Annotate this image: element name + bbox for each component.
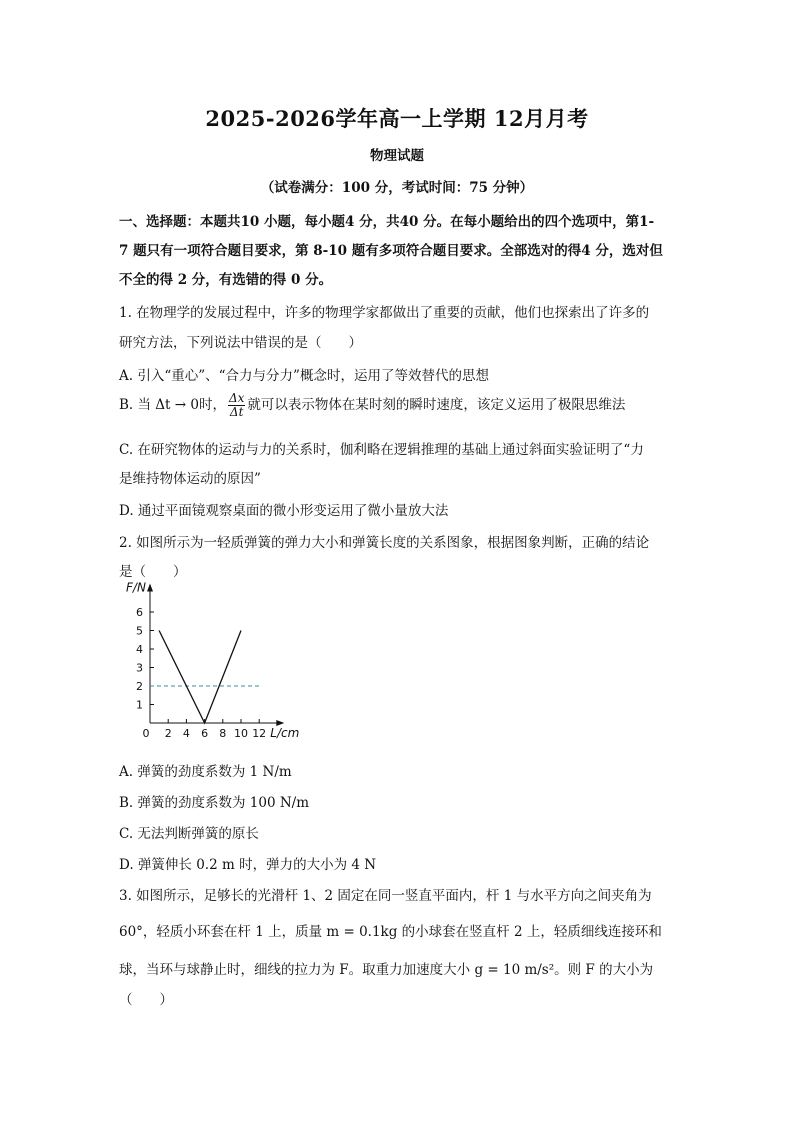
x-tick-label: 6 bbox=[201, 727, 209, 740]
y-tick-label: 4 bbox=[136, 643, 143, 656]
q1-option-b-pre: B. 当 Δt → 0时， bbox=[119, 397, 226, 413]
q1-option-c-1: C. 在研究物体的运动与力的关系时，伽利略在逻辑推理的基础上通过斜面实验证明了“力 bbox=[119, 442, 644, 458]
q1-stem-2: 研究方法，下列说法中错误的是（ ） bbox=[119, 335, 362, 351]
y-tick-label: 3 bbox=[136, 661, 143, 675]
q2-stem-1: 2. 如图所示为一轻质弹簧的弹力大小和弹簧长度的关系图象，根据图象判断，正确的结论 bbox=[119, 535, 650, 551]
x-tick-label: 2 bbox=[164, 727, 172, 740]
q2-option-d: D. 弹簧伸长 0.2 m 时，弹力的大小为 4 N bbox=[119, 857, 377, 873]
fraction-denominator: Δt bbox=[229, 405, 244, 419]
fraction-numerator: Δx bbox=[228, 391, 245, 405]
q3-stem-3: 球，当环与球静止时，细线的拉力为 F。取重力加速度大小 g = 10 m/s²。则 F 的大小为 bbox=[119, 962, 654, 978]
y-tick-label: 5 bbox=[136, 624, 143, 638]
x-tick-label: 10 bbox=[234, 727, 248, 740]
spring-force-chart bbox=[118, 580, 308, 747]
page-title: 2025-2026学年高一上学期 12月月考 bbox=[205, 106, 589, 131]
x-tick-label: 0 bbox=[142, 727, 150, 740]
x-axis-label: L/cm bbox=[270, 726, 300, 740]
x-tick-label: 4 bbox=[182, 727, 190, 740]
section-instructions-3: 不全的得 2 分，有选错的得 0 分。 bbox=[119, 272, 333, 288]
q1-option-b-post: 就可以表示物体在某时刻的瞬时速度，该定义运用了极限思维法 bbox=[247, 397, 626, 413]
q1-option-a: A. 引入“重心”、“合力与分力”概念时，运用了等效替代的思想 bbox=[119, 368, 489, 384]
section-instructions-1: 一、选择题：本题共10 小题，每小题4 分，共40 分。在每小题给出的四个选项中，第1- bbox=[119, 214, 655, 230]
q3-stem-2: 60°，轻质小环套在杆 1 上，质量 m = 0.1kg 的小球套在竖直杆 2 上，轻质细线连接环和 bbox=[119, 924, 662, 940]
y-tick-label: 6 bbox=[136, 606, 143, 619]
q1-option-b-fraction bbox=[228, 392, 245, 419]
q1-option-b bbox=[119, 392, 625, 419]
q2-option-a: A. 弹簧的劲度系数为 1 N/m bbox=[119, 764, 292, 780]
q2-option-b: B. 弹簧的劲度系数为 100 N/m bbox=[119, 795, 310, 811]
q1-option-c-2: 是维持物体运动的原因” bbox=[119, 471, 261, 487]
x-tick-label: 8 bbox=[219, 727, 227, 740]
q2-option-c: C. 无法判断弹簧的原长 bbox=[119, 826, 259, 842]
series-line bbox=[159, 631, 241, 724]
exam-note: （试卷满分：100 分，考试时间：75 分钟） bbox=[260, 180, 534, 196]
q2-stem-2: 是（ ） bbox=[119, 564, 187, 580]
section-instructions-2: 7 题只有一项符合题目要求，第 8-10 题有多项符合题目要求。全部选对的得4 分，选对但 bbox=[119, 243, 663, 259]
q3-stem-1: 3. 如图所示，足够长的光滑杆 1、2 固定在同一竖直平面内，杆 1 与水平方向之间夹角为 bbox=[119, 888, 652, 904]
q1-option-d: D. 通过平面镜观察桌面的微小形变运用了微小量放大法 bbox=[119, 503, 449, 519]
subject-title: 物理试题 bbox=[370, 148, 424, 164]
y-axis-label: F/N bbox=[126, 580, 146, 595]
q1-stem-1: 1. 在物理学的发展过程中，许多的物理学家都做出了重要的贡献，他们也探索出了许多的 bbox=[119, 305, 650, 321]
y-axis-arrow bbox=[147, 584, 153, 592]
x-tick-label: 12 bbox=[252, 727, 267, 740]
y-tick-label: 1 bbox=[136, 698, 143, 712]
y-tick-label: 2 bbox=[136, 680, 143, 693]
q3-stem-4: （ ） bbox=[119, 992, 173, 1008]
